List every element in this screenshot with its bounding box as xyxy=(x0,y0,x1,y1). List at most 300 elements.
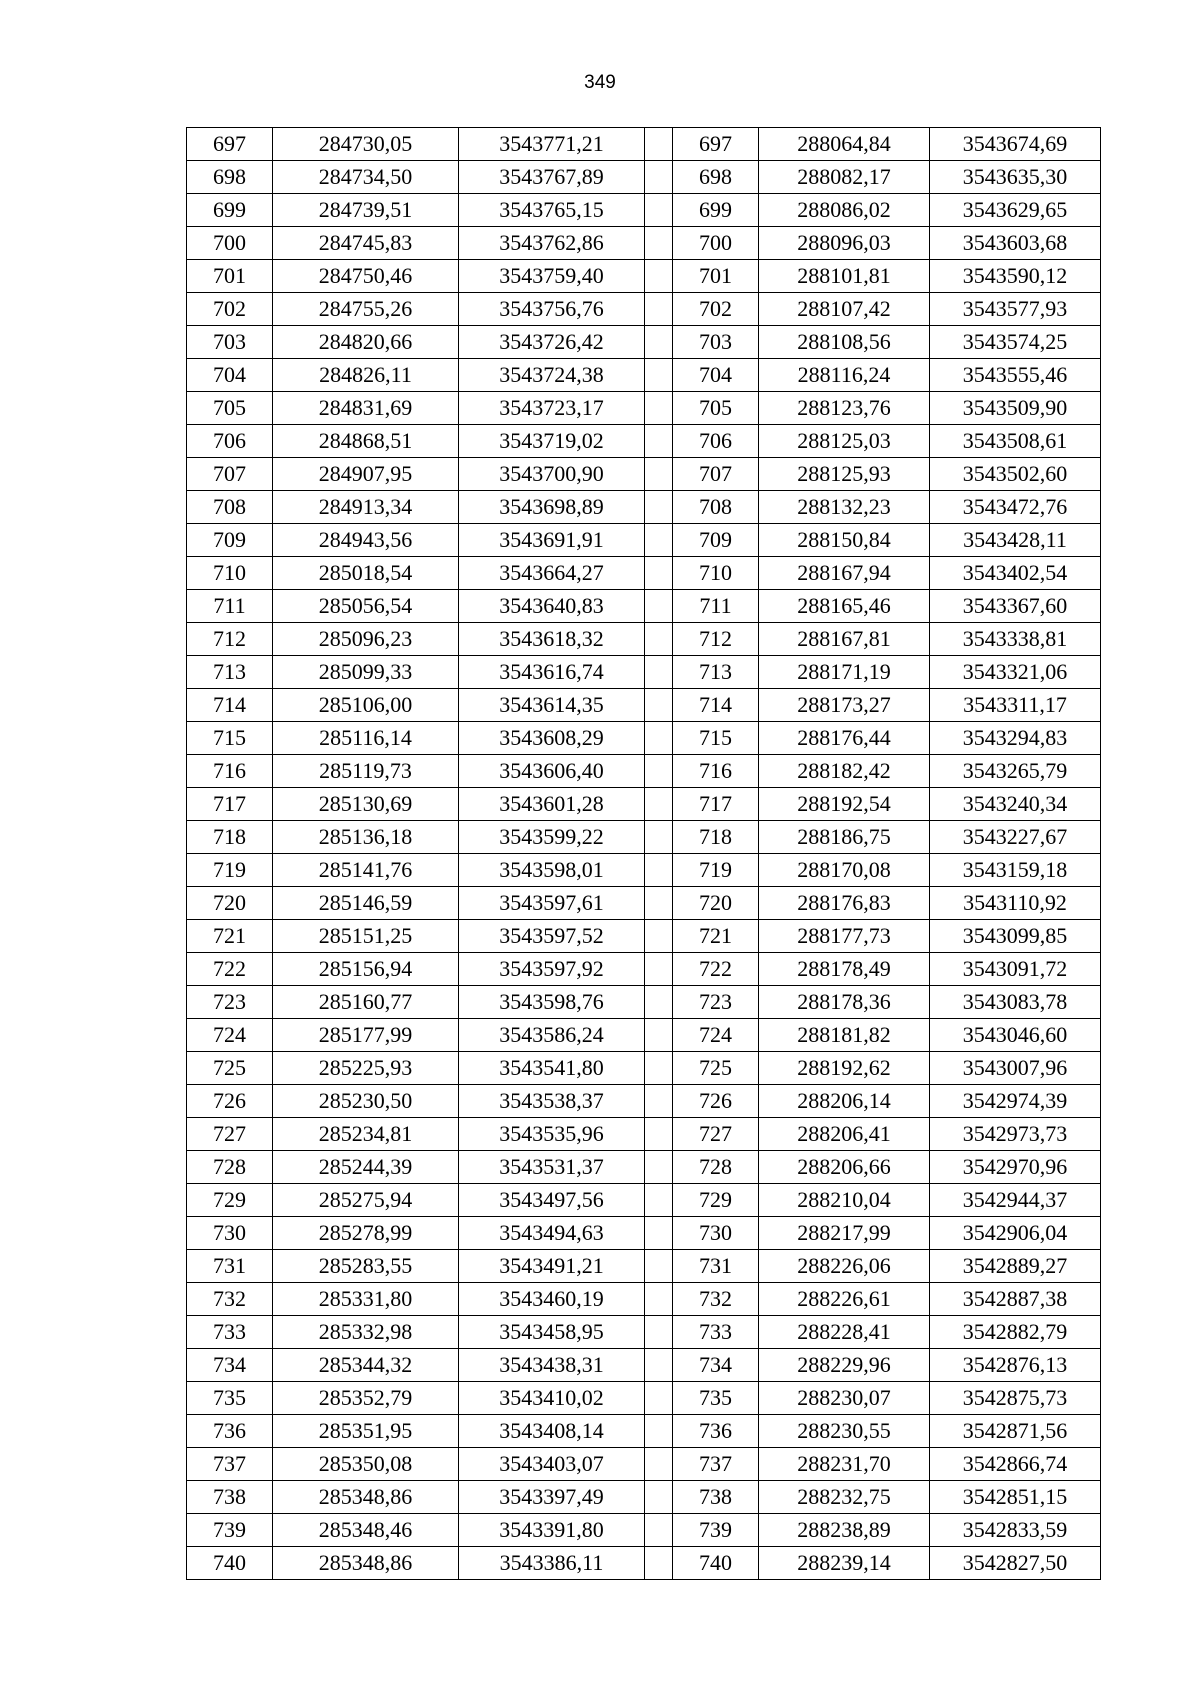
left-x-coordinate-cell: 284907,95 xyxy=(273,458,459,491)
right-x-coordinate-cell: 288238,89 xyxy=(759,1514,930,1547)
left-y-coordinate-cell: 3543438,31 xyxy=(459,1349,645,1382)
right-y-coordinate-cell: 3543508,61 xyxy=(930,425,1101,458)
right-x-coordinate-cell: 288178,36 xyxy=(759,986,930,1019)
right-x-coordinate-cell: 288086,02 xyxy=(759,194,930,227)
left-x-coordinate-cell: 284750,46 xyxy=(273,260,459,293)
left-x-coordinate-cell: 285344,32 xyxy=(273,1349,459,1382)
right-y-coordinate-cell: 3543555,46 xyxy=(930,359,1101,392)
right-point-number-cell: 738 xyxy=(673,1481,759,1514)
separator-cell xyxy=(645,887,673,920)
right-point-number-cell: 697 xyxy=(673,128,759,161)
left-y-coordinate-cell: 3543403,07 xyxy=(459,1448,645,1481)
right-point-number-cell: 705 xyxy=(673,392,759,425)
right-x-coordinate-cell: 288230,07 xyxy=(759,1382,930,1415)
right-x-coordinate-cell: 288226,06 xyxy=(759,1250,930,1283)
table-row xyxy=(187,920,1101,953)
table-row xyxy=(187,689,1101,722)
separator-cell xyxy=(645,986,673,1019)
left-y-coordinate-cell: 3543386,11 xyxy=(459,1547,645,1580)
left-y-coordinate-cell: 3543759,40 xyxy=(459,260,645,293)
left-point-number-cell: 699 xyxy=(187,194,273,227)
table-row xyxy=(187,854,1101,887)
right-x-coordinate-cell: 288096,03 xyxy=(759,227,930,260)
table-row xyxy=(187,524,1101,557)
table-row xyxy=(187,953,1101,986)
separator-cell xyxy=(645,1382,673,1415)
left-y-coordinate-cell: 3543700,90 xyxy=(459,458,645,491)
separator-cell xyxy=(645,293,673,326)
right-point-number-cell: 717 xyxy=(673,788,759,821)
left-y-coordinate-cell: 3543497,56 xyxy=(459,1184,645,1217)
separator-cell xyxy=(645,623,673,656)
separator-cell xyxy=(645,260,673,293)
right-x-coordinate-cell: 288150,84 xyxy=(759,524,930,557)
left-point-number-cell: 719 xyxy=(187,854,273,887)
right-point-number-cell: 719 xyxy=(673,854,759,887)
left-x-coordinate-cell: 284820,66 xyxy=(273,326,459,359)
separator-cell xyxy=(645,689,673,722)
left-y-coordinate-cell: 3543664,27 xyxy=(459,557,645,590)
right-y-coordinate-cell: 3542887,38 xyxy=(930,1283,1101,1316)
right-point-number-cell: 713 xyxy=(673,656,759,689)
right-y-coordinate-cell: 3543509,90 xyxy=(930,392,1101,425)
left-point-number-cell: 715 xyxy=(187,722,273,755)
separator-cell xyxy=(645,359,673,392)
right-point-number-cell: 703 xyxy=(673,326,759,359)
table-row xyxy=(187,1118,1101,1151)
left-point-number-cell: 720 xyxy=(187,887,273,920)
table-row xyxy=(187,1382,1101,1415)
right-x-coordinate-cell: 288132,23 xyxy=(759,491,930,524)
right-point-number-cell: 716 xyxy=(673,755,759,788)
left-y-coordinate-cell: 3543762,86 xyxy=(459,227,645,260)
separator-cell xyxy=(645,128,673,161)
separator-cell xyxy=(645,1019,673,1052)
left-y-coordinate-cell: 3543460,19 xyxy=(459,1283,645,1316)
right-y-coordinate-cell: 3542875,73 xyxy=(930,1382,1101,1415)
separator-cell xyxy=(645,1316,673,1349)
left-x-coordinate-cell: 284943,56 xyxy=(273,524,459,557)
separator-cell xyxy=(645,194,673,227)
table-row xyxy=(187,1250,1101,1283)
left-y-coordinate-cell: 3543397,49 xyxy=(459,1481,645,1514)
left-y-coordinate-cell: 3543601,28 xyxy=(459,788,645,821)
table-row xyxy=(187,1184,1101,1217)
table-row xyxy=(187,755,1101,788)
right-point-number-cell: 709 xyxy=(673,524,759,557)
right-point-number-cell: 726 xyxy=(673,1085,759,1118)
right-y-coordinate-cell: 3542973,73 xyxy=(930,1118,1101,1151)
table-row xyxy=(187,1283,1101,1316)
left-y-coordinate-cell: 3543599,22 xyxy=(459,821,645,854)
left-x-coordinate-cell: 284734,50 xyxy=(273,161,459,194)
left-point-number-cell: 726 xyxy=(187,1085,273,1118)
table-row xyxy=(187,161,1101,194)
table-row xyxy=(187,1151,1101,1184)
right-y-coordinate-cell: 3543110,92 xyxy=(930,887,1101,920)
coordinates-table-body xyxy=(187,128,1101,1580)
separator-cell xyxy=(645,1052,673,1085)
table-row xyxy=(187,359,1101,392)
right-point-number-cell: 724 xyxy=(673,1019,759,1052)
left-y-coordinate-cell: 3543698,89 xyxy=(459,491,645,524)
left-y-coordinate-cell: 3543726,42 xyxy=(459,326,645,359)
right-point-number-cell: 734 xyxy=(673,1349,759,1382)
left-x-coordinate-cell: 284745,83 xyxy=(273,227,459,260)
left-y-coordinate-cell: 3543531,37 xyxy=(459,1151,645,1184)
table-row xyxy=(187,1085,1101,1118)
right-x-coordinate-cell: 288116,24 xyxy=(759,359,930,392)
right-point-number-cell: 737 xyxy=(673,1448,759,1481)
right-x-coordinate-cell: 288177,73 xyxy=(759,920,930,953)
left-x-coordinate-cell: 285332,98 xyxy=(273,1316,459,1349)
separator-cell xyxy=(645,227,673,260)
table-row xyxy=(187,1349,1101,1382)
separator-cell xyxy=(645,161,673,194)
left-point-number-cell: 738 xyxy=(187,1481,273,1514)
left-y-coordinate-cell: 3543756,76 xyxy=(459,293,645,326)
separator-cell xyxy=(645,1250,673,1283)
right-y-coordinate-cell: 3543577,93 xyxy=(930,293,1101,326)
separator-cell xyxy=(645,326,673,359)
right-point-number-cell: 735 xyxy=(673,1382,759,1415)
left-x-coordinate-cell: 285056,54 xyxy=(273,590,459,623)
left-y-coordinate-cell: 3543723,17 xyxy=(459,392,645,425)
right-x-coordinate-cell: 288125,93 xyxy=(759,458,930,491)
table-row xyxy=(187,557,1101,590)
right-y-coordinate-cell: 3542970,96 xyxy=(930,1151,1101,1184)
left-x-coordinate-cell: 284868,51 xyxy=(273,425,459,458)
right-x-coordinate-cell: 288167,81 xyxy=(759,623,930,656)
right-y-coordinate-cell: 3543674,69 xyxy=(930,128,1101,161)
table-row xyxy=(187,1448,1101,1481)
right-x-coordinate-cell: 288206,14 xyxy=(759,1085,930,1118)
left-y-coordinate-cell: 3543538,37 xyxy=(459,1085,645,1118)
right-point-number-cell: 721 xyxy=(673,920,759,953)
left-point-number-cell: 729 xyxy=(187,1184,273,1217)
left-x-coordinate-cell: 284730,05 xyxy=(273,128,459,161)
left-y-coordinate-cell: 3543767,89 xyxy=(459,161,645,194)
right-y-coordinate-cell: 3543321,06 xyxy=(930,656,1101,689)
right-x-coordinate-cell: 288170,08 xyxy=(759,854,930,887)
left-x-coordinate-cell: 284739,51 xyxy=(273,194,459,227)
left-point-number-cell: 732 xyxy=(187,1283,273,1316)
right-y-coordinate-cell: 3543472,76 xyxy=(930,491,1101,524)
right-x-coordinate-cell: 288239,14 xyxy=(759,1547,930,1580)
left-point-number-cell: 716 xyxy=(187,755,273,788)
table-row xyxy=(187,1316,1101,1349)
right-point-number-cell: 698 xyxy=(673,161,759,194)
right-x-coordinate-cell: 288206,66 xyxy=(759,1151,930,1184)
right-y-coordinate-cell: 3542889,27 xyxy=(930,1250,1101,1283)
left-point-number-cell: 698 xyxy=(187,161,273,194)
right-point-number-cell: 736 xyxy=(673,1415,759,1448)
separator-cell xyxy=(645,1217,673,1250)
left-y-coordinate-cell: 3543606,40 xyxy=(459,755,645,788)
left-y-coordinate-cell: 3543614,35 xyxy=(459,689,645,722)
left-point-number-cell: 702 xyxy=(187,293,273,326)
table-row xyxy=(187,722,1101,755)
table-row xyxy=(187,1217,1101,1250)
right-y-coordinate-cell: 3543159,18 xyxy=(930,854,1101,887)
left-x-coordinate-cell: 285331,80 xyxy=(273,1283,459,1316)
separator-cell xyxy=(645,1283,673,1316)
left-point-number-cell: 736 xyxy=(187,1415,273,1448)
right-point-number-cell: 730 xyxy=(673,1217,759,1250)
left-point-number-cell: 704 xyxy=(187,359,273,392)
left-x-coordinate-cell: 285283,55 xyxy=(273,1250,459,1283)
right-point-number-cell: 731 xyxy=(673,1250,759,1283)
left-point-number-cell: 731 xyxy=(187,1250,273,1283)
left-y-coordinate-cell: 3543724,38 xyxy=(459,359,645,392)
right-y-coordinate-cell: 3542882,79 xyxy=(930,1316,1101,1349)
right-x-coordinate-cell: 288123,76 xyxy=(759,392,930,425)
left-point-number-cell: 734 xyxy=(187,1349,273,1382)
right-y-coordinate-cell: 3543590,12 xyxy=(930,260,1101,293)
right-point-number-cell: 728 xyxy=(673,1151,759,1184)
left-y-coordinate-cell: 3543598,76 xyxy=(459,986,645,1019)
right-x-coordinate-cell: 288230,55 xyxy=(759,1415,930,1448)
table-row xyxy=(187,821,1101,854)
left-x-coordinate-cell: 285130,69 xyxy=(273,788,459,821)
right-y-coordinate-cell: 3543083,78 xyxy=(930,986,1101,1019)
separator-cell xyxy=(645,788,673,821)
left-point-number-cell: 725 xyxy=(187,1052,273,1085)
right-point-number-cell: 702 xyxy=(673,293,759,326)
separator-cell xyxy=(645,1349,673,1382)
separator-cell xyxy=(645,458,673,491)
left-point-number-cell: 713 xyxy=(187,656,273,689)
right-point-number-cell: 701 xyxy=(673,260,759,293)
left-y-coordinate-cell: 3543719,02 xyxy=(459,425,645,458)
left-point-number-cell: 712 xyxy=(187,623,273,656)
table-row xyxy=(187,326,1101,359)
right-point-number-cell: 727 xyxy=(673,1118,759,1151)
right-point-number-cell: 733 xyxy=(673,1316,759,1349)
left-point-number-cell: 701 xyxy=(187,260,273,293)
right-y-coordinate-cell: 3543402,54 xyxy=(930,557,1101,590)
left-y-coordinate-cell: 3543410,02 xyxy=(459,1382,645,1415)
left-x-coordinate-cell: 285160,77 xyxy=(273,986,459,1019)
separator-cell xyxy=(645,1415,673,1448)
right-y-coordinate-cell: 3542833,59 xyxy=(930,1514,1101,1547)
right-x-coordinate-cell: 288192,54 xyxy=(759,788,930,821)
separator-cell xyxy=(645,953,673,986)
left-y-coordinate-cell: 3543608,29 xyxy=(459,722,645,755)
table-row xyxy=(187,458,1101,491)
left-point-number-cell: 724 xyxy=(187,1019,273,1052)
separator-cell xyxy=(645,1151,673,1184)
table-row xyxy=(187,1514,1101,1547)
right-x-coordinate-cell: 288171,19 xyxy=(759,656,930,689)
right-x-coordinate-cell: 288229,96 xyxy=(759,1349,930,1382)
right-y-coordinate-cell: 3542866,74 xyxy=(930,1448,1101,1481)
table-row xyxy=(187,128,1101,161)
right-x-coordinate-cell: 288165,46 xyxy=(759,590,930,623)
right-x-coordinate-cell: 288167,94 xyxy=(759,557,930,590)
table-row xyxy=(187,656,1101,689)
left-x-coordinate-cell: 284755,26 xyxy=(273,293,459,326)
left-x-coordinate-cell: 285116,14 xyxy=(273,722,459,755)
right-point-number-cell: 706 xyxy=(673,425,759,458)
right-point-number-cell: 720 xyxy=(673,887,759,920)
left-point-number-cell: 737 xyxy=(187,1448,273,1481)
table-row xyxy=(187,1481,1101,1514)
left-point-number-cell: 700 xyxy=(187,227,273,260)
left-point-number-cell: 735 xyxy=(187,1382,273,1415)
table-row xyxy=(187,623,1101,656)
right-point-number-cell: 723 xyxy=(673,986,759,1019)
separator-cell xyxy=(645,821,673,854)
separator-cell xyxy=(645,590,673,623)
left-point-number-cell: 740 xyxy=(187,1547,273,1580)
left-x-coordinate-cell: 284913,34 xyxy=(273,491,459,524)
left-y-coordinate-cell: 3543408,14 xyxy=(459,1415,645,1448)
right-x-coordinate-cell: 288226,61 xyxy=(759,1283,930,1316)
left-y-coordinate-cell: 3543597,52 xyxy=(459,920,645,953)
left-y-coordinate-cell: 3543765,15 xyxy=(459,194,645,227)
separator-cell xyxy=(645,425,673,458)
right-x-coordinate-cell: 288108,56 xyxy=(759,326,930,359)
right-y-coordinate-cell: 3543227,67 xyxy=(930,821,1101,854)
right-y-coordinate-cell: 3543502,60 xyxy=(930,458,1101,491)
right-point-number-cell: 718 xyxy=(673,821,759,854)
table-row xyxy=(187,491,1101,524)
right-x-coordinate-cell: 288176,44 xyxy=(759,722,930,755)
coordinates-table xyxy=(186,127,1101,1580)
left-y-coordinate-cell: 3543771,21 xyxy=(459,128,645,161)
separator-cell xyxy=(645,1514,673,1547)
right-point-number-cell: 711 xyxy=(673,590,759,623)
right-y-coordinate-cell: 3542876,13 xyxy=(930,1349,1101,1382)
right-y-coordinate-cell: 3543091,72 xyxy=(930,953,1101,986)
left-y-coordinate-cell: 3543458,95 xyxy=(459,1316,645,1349)
right-x-coordinate-cell: 288101,81 xyxy=(759,260,930,293)
right-x-coordinate-cell: 288178,49 xyxy=(759,953,930,986)
right-x-coordinate-cell: 288107,42 xyxy=(759,293,930,326)
left-x-coordinate-cell: 285141,76 xyxy=(273,854,459,887)
left-point-number-cell: 722 xyxy=(187,953,273,986)
left-y-coordinate-cell: 3543597,61 xyxy=(459,887,645,920)
separator-cell xyxy=(645,854,673,887)
right-point-number-cell: 712 xyxy=(673,623,759,656)
separator-cell xyxy=(645,392,673,425)
right-y-coordinate-cell: 3543007,96 xyxy=(930,1052,1101,1085)
left-point-number-cell: 733 xyxy=(187,1316,273,1349)
left-x-coordinate-cell: 285278,99 xyxy=(273,1217,459,1250)
left-point-number-cell: 707 xyxy=(187,458,273,491)
right-y-coordinate-cell: 3543629,65 xyxy=(930,194,1101,227)
right-point-number-cell: 715 xyxy=(673,722,759,755)
left-x-coordinate-cell: 285018,54 xyxy=(273,557,459,590)
left-x-coordinate-cell: 285146,59 xyxy=(273,887,459,920)
separator-cell xyxy=(645,1184,673,1217)
table-row xyxy=(187,392,1101,425)
separator-cell xyxy=(645,524,673,557)
left-point-number-cell: 721 xyxy=(187,920,273,953)
right-y-coordinate-cell: 3543099,85 xyxy=(930,920,1101,953)
table-row xyxy=(187,1547,1101,1580)
left-point-number-cell: 703 xyxy=(187,326,273,359)
left-x-coordinate-cell: 285234,81 xyxy=(273,1118,459,1151)
left-x-coordinate-cell: 285119,73 xyxy=(273,755,459,788)
left-x-coordinate-cell: 285177,99 xyxy=(273,1019,459,1052)
right-x-coordinate-cell: 288217,99 xyxy=(759,1217,930,1250)
left-x-coordinate-cell: 285348,46 xyxy=(273,1514,459,1547)
right-x-coordinate-cell: 288228,41 xyxy=(759,1316,930,1349)
left-x-coordinate-cell: 284831,69 xyxy=(273,392,459,425)
table-row xyxy=(187,1019,1101,1052)
right-y-coordinate-cell: 3543311,17 xyxy=(930,689,1101,722)
left-y-coordinate-cell: 3543618,32 xyxy=(459,623,645,656)
right-x-coordinate-cell: 288082,17 xyxy=(759,161,930,194)
separator-cell xyxy=(645,491,673,524)
left-x-coordinate-cell: 285225,93 xyxy=(273,1052,459,1085)
right-point-number-cell: 740 xyxy=(673,1547,759,1580)
left-point-number-cell: 727 xyxy=(187,1118,273,1151)
right-x-coordinate-cell: 288182,42 xyxy=(759,755,930,788)
separator-cell xyxy=(645,722,673,755)
right-y-coordinate-cell: 3543338,81 xyxy=(930,623,1101,656)
right-y-coordinate-cell: 3542871,56 xyxy=(930,1415,1101,1448)
left-y-coordinate-cell: 3543494,63 xyxy=(459,1217,645,1250)
right-y-coordinate-cell: 3543603,68 xyxy=(930,227,1101,260)
separator-cell xyxy=(645,1481,673,1514)
left-point-number-cell: 711 xyxy=(187,590,273,623)
right-y-coordinate-cell: 3543428,11 xyxy=(930,524,1101,557)
left-x-coordinate-cell: 285350,08 xyxy=(273,1448,459,1481)
left-y-coordinate-cell: 3543491,21 xyxy=(459,1250,645,1283)
left-x-coordinate-cell: 285156,94 xyxy=(273,953,459,986)
right-point-number-cell: 707 xyxy=(673,458,759,491)
left-point-number-cell: 705 xyxy=(187,392,273,425)
left-point-number-cell: 714 xyxy=(187,689,273,722)
left-x-coordinate-cell: 285106,00 xyxy=(273,689,459,722)
left-y-coordinate-cell: 3543586,24 xyxy=(459,1019,645,1052)
separator-cell xyxy=(645,920,673,953)
right-x-coordinate-cell: 288176,83 xyxy=(759,887,930,920)
left-point-number-cell: 709 xyxy=(187,524,273,557)
left-point-number-cell: 708 xyxy=(187,491,273,524)
table-row xyxy=(187,887,1101,920)
separator-cell xyxy=(645,656,673,689)
right-point-number-cell: 714 xyxy=(673,689,759,722)
right-point-number-cell: 739 xyxy=(673,1514,759,1547)
left-point-number-cell: 710 xyxy=(187,557,273,590)
left-x-coordinate-cell: 285352,79 xyxy=(273,1382,459,1415)
right-y-coordinate-cell: 3542974,39 xyxy=(930,1085,1101,1118)
table-row xyxy=(187,788,1101,821)
right-y-coordinate-cell: 3543240,34 xyxy=(930,788,1101,821)
table-row xyxy=(187,260,1101,293)
right-x-coordinate-cell: 288125,03 xyxy=(759,425,930,458)
right-x-coordinate-cell: 288192,62 xyxy=(759,1052,930,1085)
left-x-coordinate-cell: 285244,39 xyxy=(273,1151,459,1184)
right-point-number-cell: 722 xyxy=(673,953,759,986)
left-x-coordinate-cell: 284826,11 xyxy=(273,359,459,392)
left-y-coordinate-cell: 3543691,91 xyxy=(459,524,645,557)
table-row xyxy=(187,194,1101,227)
left-x-coordinate-cell: 285099,33 xyxy=(273,656,459,689)
left-x-coordinate-cell: 285096,23 xyxy=(273,623,459,656)
separator-cell xyxy=(645,557,673,590)
right-x-coordinate-cell: 288181,82 xyxy=(759,1019,930,1052)
table-row xyxy=(187,293,1101,326)
right-y-coordinate-cell: 3542944,37 xyxy=(930,1184,1101,1217)
right-x-coordinate-cell: 288231,70 xyxy=(759,1448,930,1481)
right-y-coordinate-cell: 3542906,04 xyxy=(930,1217,1101,1250)
left-x-coordinate-cell: 285136,18 xyxy=(273,821,459,854)
